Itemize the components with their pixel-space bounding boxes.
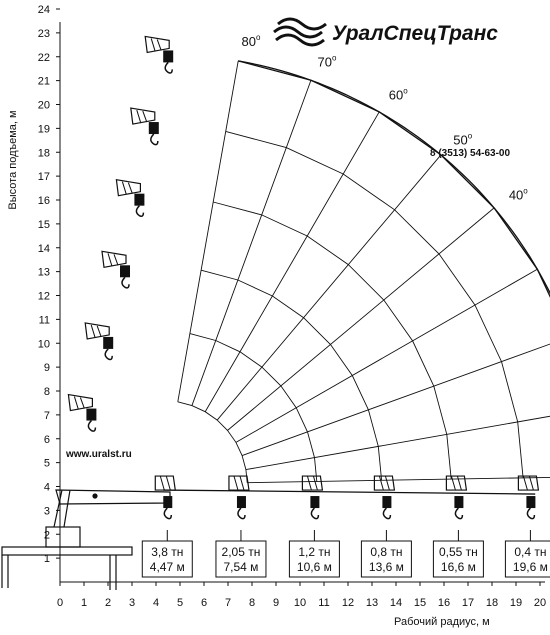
- boom-angle-line: [178, 61, 238, 402]
- hook-positions: [155, 476, 538, 519]
- y-tick-label: 13: [37, 266, 50, 279]
- capacity-box: [216, 530, 266, 577]
- hook-block-icon: [237, 496, 246, 508]
- boom-end-rib: [166, 476, 170, 490]
- y-tick-label: 12: [37, 290, 50, 303]
- boom-tip-rib: [97, 326, 101, 337]
- capacity-radius: 13,6 м: [368, 560, 404, 574]
- boom-end-outline: [374, 476, 394, 490]
- degree-symbol: o: [256, 33, 261, 43]
- y-tick-label: 21: [37, 75, 50, 88]
- reach-arc: [201, 270, 382, 480]
- hook-block-icon: [382, 496, 391, 508]
- y-tick-label: 19: [37, 123, 50, 136]
- boom-pin: [93, 494, 97, 498]
- reach-arc: [226, 131, 523, 478]
- boom-angle-label: [242, 33, 261, 49]
- x-tick-label: 3: [128, 597, 136, 609]
- capacity-radius: 7,54 м: [223, 560, 259, 574]
- y-tick-label: 14: [37, 242, 50, 255]
- x-tick-label: 6: [200, 597, 208, 609]
- boom-tip-rib: [74, 397, 78, 410]
- boom-angle-line: [236, 269, 537, 442]
- x-tick-label: 0: [56, 597, 64, 609]
- x-tick-label: 10: [293, 597, 307, 609]
- boom-end-rib: [160, 476, 164, 490]
- hook-icon: [455, 508, 462, 519]
- x-tick-label: 20: [533, 597, 547, 609]
- boom-tip-rib: [151, 38, 155, 51]
- y-tick-label: 17: [37, 171, 50, 184]
- y-tick-label: 5: [43, 457, 50, 470]
- horizontal-boom: [56, 490, 170, 504]
- boom-end-rib: [240, 476, 244, 490]
- boom-angle-line: [217, 155, 441, 420]
- y-tick-label: 3: [43, 505, 50, 518]
- boom-angle-label: [318, 53, 337, 69]
- boom-tip-rib: [122, 182, 126, 195]
- angle-value: 60: [388, 87, 404, 103]
- y-tick-label: 15: [37, 218, 50, 231]
- boom-tip-rib: [91, 325, 95, 338]
- degree-symbol: o: [467, 131, 473, 141]
- angle-value: 40: [508, 187, 524, 203]
- truck-frame: [2, 547, 132, 555]
- boom-end-rib: [307, 476, 311, 490]
- y-tick-label: 20: [37, 99, 50, 112]
- hook-icon: [164, 508, 171, 519]
- boom-tip-rib: [114, 254, 118, 265]
- boom-head: [85, 323, 113, 360]
- y-axis-title: Высота подъема, м: [7, 110, 19, 210]
- hook-block-icon: [454, 496, 463, 508]
- reach-arc: [190, 334, 317, 482]
- boom-head: [145, 36, 173, 73]
- x-tick-label: 1: [80, 597, 88, 609]
- y-tick-label: 11: [38, 314, 50, 327]
- boom-end-rib: [385, 476, 389, 490]
- boom-head: [102, 251, 130, 288]
- boom-tip-rib: [137, 110, 141, 123]
- boom-tip-rib: [143, 111, 147, 122]
- hook-block-icon: [163, 496, 172, 508]
- x-tick-label: 18: [485, 597, 499, 609]
- capacity-box: [289, 530, 339, 577]
- hook-block-icon: [103, 337, 113, 349]
- capacity-radius: 10,6 м: [296, 560, 332, 574]
- capacity-load: 0,8 тн: [370, 545, 403, 559]
- crane-turret: [43, 527, 80, 547]
- y-tick-label: 18: [37, 147, 50, 160]
- y-axis-ticks: [38, 4, 60, 565]
- hook-icon: [122, 277, 129, 288]
- x-tick-label: 11: [318, 597, 330, 609]
- capacity-load: 0,4 тн: [514, 545, 547, 559]
- hook-icon: [136, 206, 143, 217]
- y-tick-label: 1: [43, 553, 50, 566]
- y-tick-label: 10: [37, 338, 50, 351]
- hook-block-icon: [120, 265, 130, 277]
- y-tick-label: 24: [37, 4, 50, 16]
- capacity-load: 0,55 тн: [438, 545, 478, 559]
- website-url: www.uralst.ru: [66, 449, 132, 460]
- boom-end-hook: [374, 476, 394, 519]
- boom-angle-line: [228, 208, 495, 431]
- boom-angle-labels: [242, 33, 550, 483]
- company-logo: [274, 19, 498, 45]
- x-axis-title: Рабочий радиус, м: [394, 616, 490, 628]
- boom-end-hook: [302, 476, 322, 519]
- x-tick-label: 8: [248, 597, 256, 609]
- angle-value: 80: [241, 34, 257, 50]
- degree-symbol: o: [403, 86, 408, 96]
- capacity-load: 1,2 тн: [298, 545, 331, 559]
- reach-arc: [213, 202, 451, 479]
- hook-icon: [105, 349, 112, 360]
- hook-block-icon: [134, 194, 144, 206]
- y-tick-label: 8: [43, 386, 50, 398]
- boom-angle-line: [247, 477, 550, 483]
- x-tick-label: 4: [152, 597, 160, 609]
- boom-end-hook: [446, 476, 466, 519]
- boom-angle-lines: [178, 61, 550, 483]
- boom-tip-rib: [128, 183, 132, 194]
- x-tick-label: 14: [389, 597, 403, 609]
- y-tick-label: 9: [43, 362, 50, 375]
- boom-end-rib: [234, 476, 238, 490]
- x-tick-label: 9: [272, 597, 280, 609]
- boom-tip-rib: [80, 398, 84, 409]
- logo-text: УралСпецТранс: [332, 22, 498, 45]
- logo-wave-icon: [274, 19, 326, 45]
- capacity-radius: 19,6 м: [512, 560, 548, 574]
- boom-tip-outline: [68, 395, 92, 411]
- capacity-load: 2,05 тн: [221, 545, 261, 559]
- boom-tip-outline: [131, 108, 155, 124]
- capacity-radius: 16,6 м: [440, 560, 476, 574]
- boom-head: [116, 180, 144, 217]
- boom-tip-rib: [157, 39, 161, 50]
- hook-icon: [165, 62, 172, 73]
- capacity-table: [142, 530, 550, 577]
- x-tick-label: 16: [437, 597, 451, 609]
- x-tick-label: 7: [224, 597, 232, 609]
- hook-block-icon: [86, 409, 96, 421]
- boom-end-outline: [229, 476, 249, 490]
- capacity-box: [361, 530, 411, 577]
- hook-icon: [238, 508, 245, 519]
- angle-value: 70: [317, 54, 332, 70]
- x-tick-label: 2: [104, 597, 112, 609]
- crane-column-inner: [64, 490, 70, 527]
- hook-block-icon: [149, 122, 159, 134]
- y-tick-label: 16: [37, 195, 50, 207]
- angle-value: 50: [453, 132, 468, 148]
- hook-icon: [311, 508, 318, 519]
- boom-angle-line: [205, 112, 379, 412]
- x-tick-label: 13: [365, 597, 379, 609]
- boom-end-rib: [451, 476, 455, 490]
- boom-angle-label: [453, 131, 472, 147]
- boom-end-hook: [229, 476, 249, 519]
- boom-tip-rib: [108, 253, 112, 266]
- boom-tip-outline: [102, 251, 126, 267]
- y-tick-label: 7: [43, 409, 50, 422]
- boom-end-hook: [155, 476, 175, 519]
- boom-end-outline: [155, 476, 175, 490]
- y-tick-label: 6: [43, 433, 50, 446]
- x-tick-label: 12: [341, 597, 355, 609]
- x-axis-ticks: [57, 582, 546, 609]
- boom-angle-line: [246, 409, 550, 469]
- hook-block-icon: [526, 496, 535, 508]
- capacity-load: 3,8 тн: [151, 545, 184, 559]
- hook-icon: [383, 508, 390, 519]
- y-tick-label: 23: [37, 27, 50, 40]
- capacity-radius: 4,47 м: [149, 560, 185, 574]
- hook-icon: [151, 134, 158, 145]
- capacity-box: [433, 530, 483, 577]
- hook-block-icon: [163, 50, 173, 62]
- y-tick-label: 22: [37, 51, 50, 64]
- hook-icon: [527, 508, 534, 519]
- boom-tip-outline: [85, 323, 109, 339]
- x-tick-label: 15: [413, 597, 427, 609]
- boom-end-outline: [446, 476, 466, 490]
- boom-angle-label: [509, 187, 528, 203]
- x-tick-label: 17: [461, 597, 475, 609]
- boom-positions: [68, 36, 173, 431]
- capacity-box: [505, 530, 550, 577]
- boom-end-hook: [518, 476, 538, 519]
- reach-arcs: [178, 61, 550, 483]
- phone-number: 8 (3513) 54-63-00: [430, 148, 511, 159]
- capacity-box: [142, 530, 192, 577]
- x-tick-label: 19: [509, 597, 523, 609]
- boom-head: [131, 108, 159, 145]
- boom-end-outline: [302, 476, 322, 490]
- boom-tip-outline: [145, 36, 169, 52]
- boom-angle-line: [192, 80, 311, 405]
- hook-icon: [88, 421, 95, 432]
- y-tick-label: 4: [43, 481, 50, 494]
- y-tick-label: 2: [43, 529, 50, 542]
- extended-boom-line: [163, 490, 535, 494]
- boom-tip-outline: [116, 180, 140, 196]
- boom-angle-label: [389, 86, 408, 102]
- degree-symbol: o: [331, 53, 337, 63]
- degree-symbol: o: [523, 186, 528, 196]
- x-tick-label: 5: [176, 597, 184, 609]
- hook-block-icon: [310, 496, 319, 508]
- boom-end-rib: [457, 476, 461, 490]
- boom-head: [68, 395, 96, 432]
